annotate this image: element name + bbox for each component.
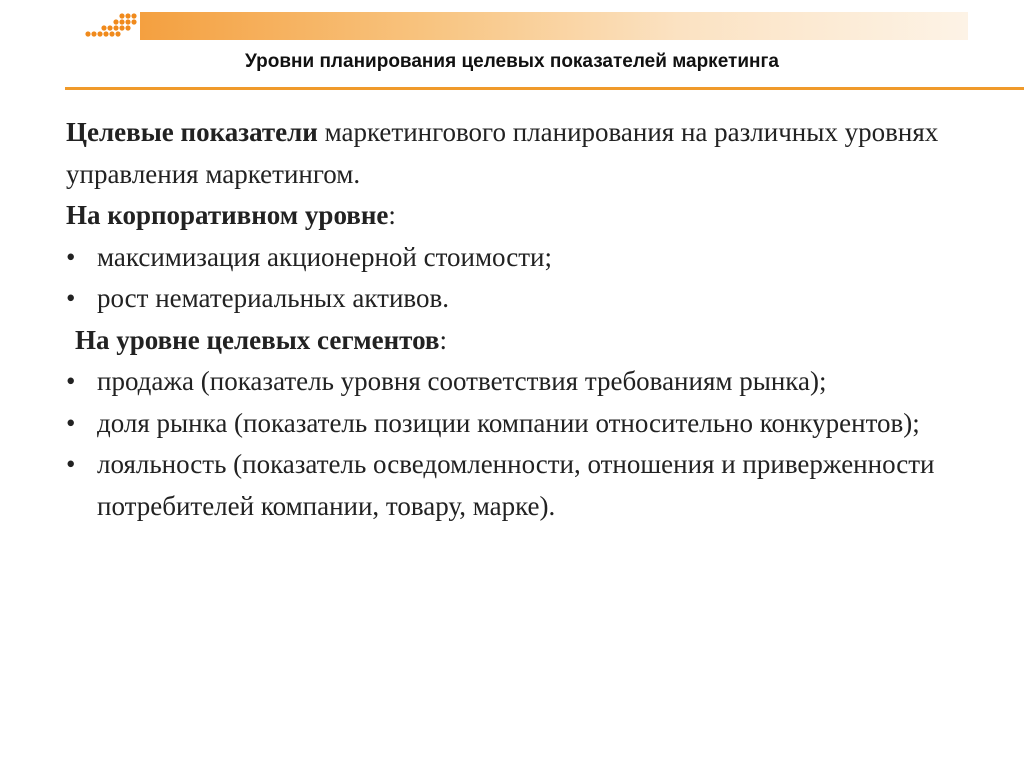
bullet-icon: • — [66, 407, 76, 438]
list-item — [66, 361, 966, 403]
segments-list — [66, 361, 966, 527]
slide-title: Уровни планирования целевых показателей маркетинга — [245, 51, 779, 72]
list-item-text: рост нематериальных активов. — [97, 283, 449, 313]
corporate-list — [66, 237, 966, 320]
bullet-icon: • — [66, 241, 76, 272]
segments-heading — [66, 320, 966, 362]
list-item — [66, 278, 966, 320]
intro-bold-term: Целевые показатели — [66, 117, 318, 147]
list-item — [66, 237, 966, 279]
slide-body — [66, 112, 966, 527]
list-item-text: продажа (показатель уровня соответствия требованиям рынка); — [97, 366, 827, 396]
corporate-heading — [66, 195, 966, 237]
logo-dots-icon — [78, 12, 140, 40]
bullet-icon: • — [66, 283, 76, 313]
corporate-heading-colon: : — [388, 200, 396, 230]
intro-text: маркетингового планирования на различных уровнях управления маркетингом. — [66, 117, 939, 189]
list-item-text: доля рынка (показатель позиции компании относительно конкурентов); — [97, 407, 920, 438]
list-item — [66, 444, 966, 527]
bullet-icon: • — [66, 366, 76, 396]
list-item — [66, 403, 966, 445]
list-item-text: максимизация акционерной стоимости; — [97, 241, 552, 272]
title-underline — [65, 87, 1024, 90]
corporate-heading-text: На корпоративном уровне — [66, 200, 389, 230]
intro-paragraph — [66, 112, 966, 195]
segments-heading-colon: : — [439, 324, 448, 355]
bullet-icon: • — [66, 449, 76, 479]
list-item-text: лояльность (показатель осведомленности, отношения и приверженности потребителей компании, товару, марке). — [97, 449, 935, 521]
header-gradient-bar — [140, 12, 968, 40]
segments-heading-text: На уровне целевых сегментов — [75, 324, 440, 355]
